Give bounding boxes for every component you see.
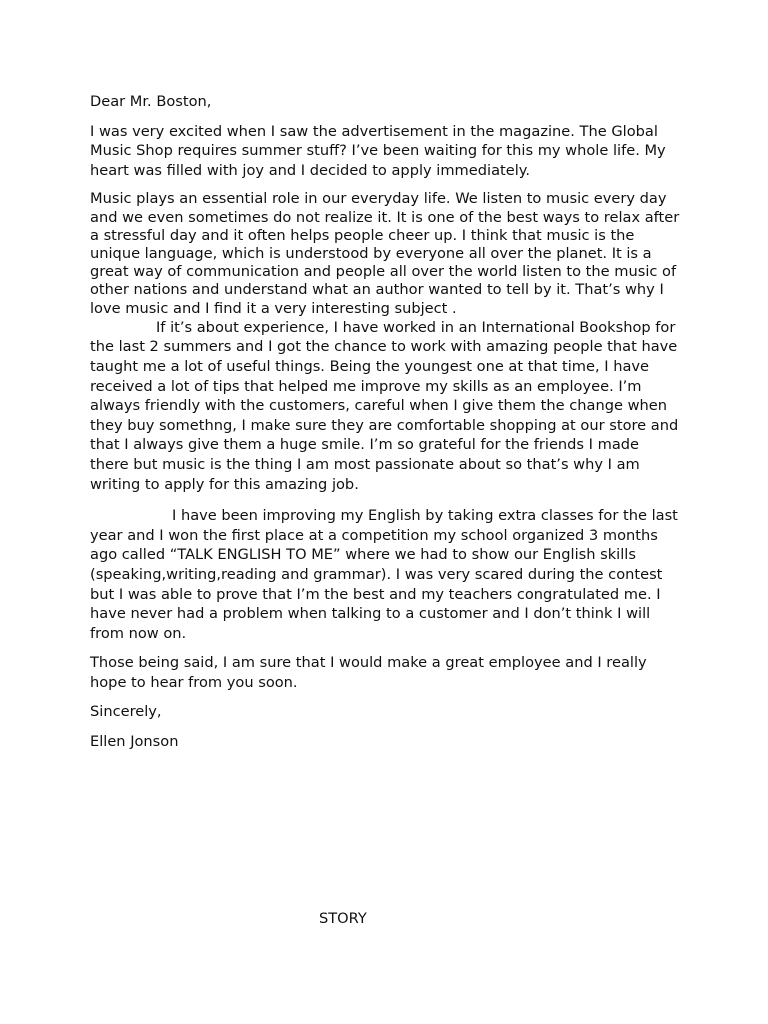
letter-paragraph-4-container	[90, 506, 682, 643]
letter-paragraph-3: If it’s about experience, I have worked in an International Bookshop for the last 2 summers and I got the chance to work with amazing people that have taught me a lot of useful things. Being the youngest one at that time, I have received a lot of tips that helped me improve my skills as an employee. I’m always friendly with the customers, careful when I give them the change when they buy somethng, I make sure they are comfortable shopping at our store and that I always give them a huge smile. I’m so grateful for the friends I made there but music is the thing I am most passionate about so that’s why I am writing to apply for this amazing job.	[90, 318, 679, 493]
letter-paragraph-2: Music plays an essential role in our everyday life. We listen to music every day and we even sometimes do not realize it. It is one of the best ways to relax after a stressful day and it often helps people cheer up. I think that music is the unique language, which is understood by everyone all over the planet. It is a great way of communication and people all over the world listen to the music of other nations and understand what an author wanted to tell by it. That’s why I love music and I find it a very interesting subject .	[90, 190, 680, 317]
letter-paragraph-5: Those being said, I am sure that I would make a great employee and I really hope to hear from you soon.	[90, 654, 647, 691]
letter-paragraph-1: I was very excited when I saw the advertisement in the magazine. The Global Music Shop requires summer stuff? I’ve been waiting for this my whole life. My heart was filled with joy and I decided to apply immediately.	[90, 122, 666, 179]
letter-paragraph-3-container	[90, 318, 682, 494]
letter-signature: Ellen Jonson	[90, 733, 179, 751]
letter-paragraph-4: I have been improving my English by taking extra classes for the last year and I won the first place at a competition my school organized 3 months ago called “TALK ENGLISH TO ME” where we had to show our English skills (speaking,writing,reading and grammar). I was very scared during the contest but I was able to prove that I’m the best and my teachers congratulated me. I have never had a problem when talking to a customer and I don’t think I will from now on.	[90, 507, 678, 642]
letter-salutation: Dear Mr. Boston,	[90, 93, 212, 110]
letter-closing: Sincerely,	[90, 703, 162, 721]
story-heading: STORY	[319, 910, 367, 927]
letter-body	[90, 92, 682, 752]
